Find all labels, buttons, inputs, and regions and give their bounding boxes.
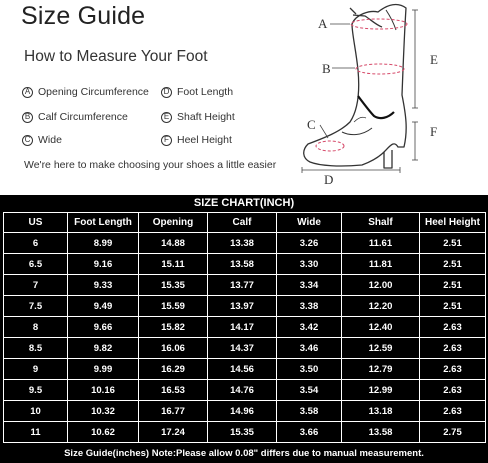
table-cell: 2.51 — [420, 233, 486, 254]
table-row — [4, 338, 486, 359]
table-cell: 9.33 — [68, 275, 139, 296]
diagram-label-c: C — [307, 117, 316, 132]
table-cell: 2.75 — [420, 422, 486, 443]
size-chart — [0, 195, 488, 463]
table-cell: 13.77 — [208, 275, 277, 296]
legend-letter-f-icon: F — [161, 135, 172, 146]
table-cell: 7 — [4, 275, 68, 296]
table-cell: 13.58 — [342, 422, 420, 443]
diagram-label-d: D — [324, 172, 334, 187]
table-cell: 15.82 — [139, 317, 208, 338]
legend-item-e — [161, 111, 235, 123]
table-cell: 12.00 — [342, 275, 420, 296]
table-cell: 14.56 — [208, 359, 277, 380]
table-cell: 12.99 — [342, 380, 420, 401]
table-cell: 11.61 — [342, 233, 420, 254]
table-body — [4, 233, 486, 443]
table-cell: 9.66 — [68, 317, 139, 338]
table-cell: 14.88 — [139, 233, 208, 254]
table-cell: 8 — [4, 317, 68, 338]
table-cell: 3.30 — [277, 254, 342, 275]
table-cell: 16.77 — [139, 401, 208, 422]
table-cell: 3.26 — [277, 233, 342, 254]
table-row — [4, 275, 486, 296]
table-cell: 13.18 — [342, 401, 420, 422]
table-cell: 12.59 — [342, 338, 420, 359]
table-cell: 9.16 — [68, 254, 139, 275]
intro-note: We're here to make choosing your shoes a little easier — [24, 159, 277, 171]
page-title: Size Guide — [21, 2, 146, 30]
table-cell: 16.29 — [139, 359, 208, 380]
table-cell: 2.63 — [420, 359, 486, 380]
table-row — [4, 380, 486, 401]
diagram-label-b: B — [322, 61, 331, 76]
table-cell: 13.58 — [208, 254, 277, 275]
size-table — [3, 212, 486, 443]
legend-item-c — [22, 134, 62, 146]
table-cell: 2.51 — [420, 275, 486, 296]
size-chart-title: SIZE CHART(INCH) — [193, 197, 295, 209]
table-cell: 10.62 — [68, 422, 139, 443]
table-cell: 11 — [4, 422, 68, 443]
size-guide-header — [0, 0, 488, 195]
legend-label: Wide — [38, 134, 62, 146]
table-cell: 13.97 — [208, 296, 277, 317]
table-cell: 10.16 — [68, 380, 139, 401]
table-cell: 9.5 — [4, 380, 68, 401]
legend-letter-a-icon: A — [22, 87, 33, 98]
table-cell: 17.24 — [139, 422, 208, 443]
table-header-row — [4, 213, 486, 233]
legend-item-f — [161, 134, 232, 146]
legend-label: Calf Circumference — [38, 111, 128, 123]
table-cell: 2.63 — [420, 338, 486, 359]
table-cell: 2.63 — [420, 380, 486, 401]
table-cell: 12.79 — [342, 359, 420, 380]
table-cell: 14.17 — [208, 317, 277, 338]
table-cell: 6.5 — [4, 254, 68, 275]
col-header-foot-length: Foot Length — [68, 213, 139, 233]
legend-item-d — [161, 86, 233, 98]
table-cell: 3.54 — [277, 380, 342, 401]
table-cell: 3.66 — [277, 422, 342, 443]
col-header-opening: Opening — [139, 213, 208, 233]
table-row — [4, 296, 486, 317]
table-cell: 3.42 — [277, 317, 342, 338]
table-cell: 11.81 — [342, 254, 420, 275]
table-cell: 16.06 — [139, 338, 208, 359]
legend-item-a — [22, 86, 149, 98]
table-row — [4, 359, 486, 380]
page-subtitle: How to Measure Your Foot — [24, 48, 208, 65]
table-cell: 9.49 — [68, 296, 139, 317]
table-cell: 10 — [4, 401, 68, 422]
table-cell: 9 — [4, 359, 68, 380]
legend-letter-e-icon: E — [161, 112, 172, 123]
table-cell: 14.96 — [208, 401, 277, 422]
table-cell: 2.63 — [420, 317, 486, 338]
table-cell: 8.5 — [4, 338, 68, 359]
table-cell: 16.53 — [139, 380, 208, 401]
boot-diagram — [290, 0, 488, 195]
legend-label: Shaft Height — [177, 111, 235, 123]
table-cell: 3.34 — [277, 275, 342, 296]
col-header-heel-height: Heel Height — [420, 213, 486, 233]
table-row — [4, 401, 486, 422]
legend-letter-c-icon: C — [22, 135, 33, 146]
table-cell: 15.11 — [139, 254, 208, 275]
legend-letter-d-icon: D — [161, 87, 172, 98]
table-cell: 2.51 — [420, 296, 486, 317]
diagram-label-e: E — [430, 52, 438, 67]
legend-item-b — [22, 111, 128, 123]
table-row — [4, 422, 486, 443]
col-header-wide: Wide — [277, 213, 342, 233]
chart-footer-note: Size Guide(inches) Note:Please allow 0.08" differs due to manual measurement. — [64, 448, 424, 459]
table-cell: 15.59 — [139, 296, 208, 317]
measure-lines — [316, 19, 407, 151]
col-header-us: US — [4, 213, 68, 233]
table-cell: 12.40 — [342, 317, 420, 338]
table-cell: 3.50 — [277, 359, 342, 380]
legend-letter-b-icon: B — [22, 112, 33, 123]
table-cell: 3.38 — [277, 296, 342, 317]
legend-label: Opening Circumference — [38, 86, 149, 98]
table-row — [4, 317, 486, 338]
table-row — [4, 233, 486, 254]
table-cell: 12.20 — [342, 296, 420, 317]
legend-label: Heel Height — [177, 134, 232, 146]
table-cell: 13.38 — [208, 233, 277, 254]
table-row — [4, 254, 486, 275]
table-cell: 15.35 — [139, 275, 208, 296]
table-cell: 2.63 — [420, 401, 486, 422]
table-cell: 3.58 — [277, 401, 342, 422]
table-cell: 3.46 — [277, 338, 342, 359]
table-cell: 6 — [4, 233, 68, 254]
table-cell: 10.32 — [68, 401, 139, 422]
table-cell: 9.99 — [68, 359, 139, 380]
table-cell: 8.99 — [68, 233, 139, 254]
legend-label: Foot Length — [177, 86, 234, 98]
table-cell: 15.35 — [208, 422, 277, 443]
diagram-label-f: F — [430, 124, 438, 139]
col-header-shalf: Shalf — [342, 213, 420, 233]
col-header-calf: Calf — [208, 213, 277, 233]
table-cell: 9.82 — [68, 338, 139, 359]
table-cell: 2.51 — [420, 254, 486, 275]
diagram-label-a: A — [318, 16, 328, 31]
table-cell: 14.37 — [208, 338, 277, 359]
table-cell: 7.5 — [4, 296, 68, 317]
table-cell: 14.76 — [208, 380, 277, 401]
